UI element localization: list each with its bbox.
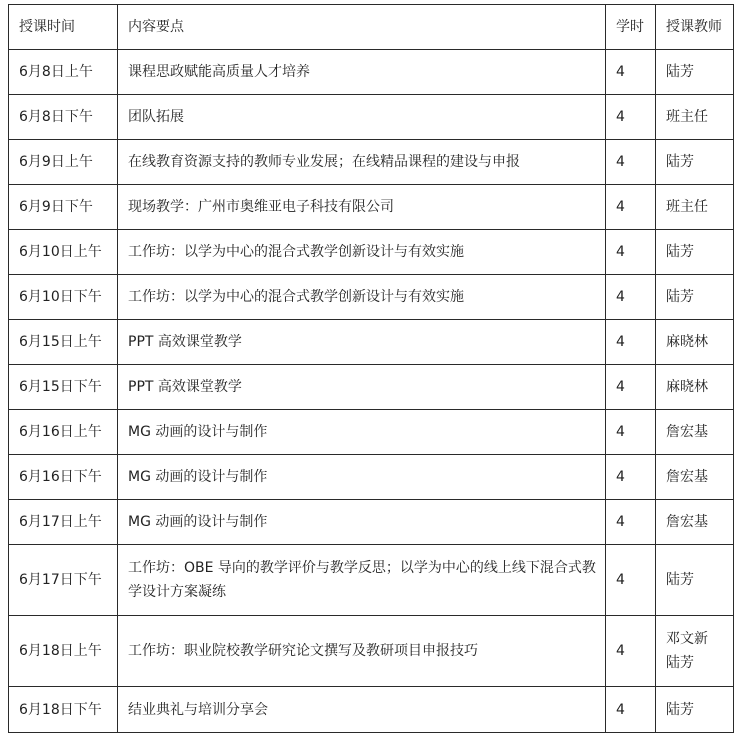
table-row (9, 185, 734, 230)
header-hours: 学时 (606, 5, 656, 50)
teacher-cell (656, 95, 734, 140)
teacher-cell (656, 275, 734, 320)
content-cell: 工作坊：以学为中心的混合式教学创新设计与有效实施 (118, 230, 606, 275)
teacher-name: 詹宏基 (666, 469, 708, 485)
teacher-name: 麻晓林 (666, 334, 708, 350)
hours-cell: 4 (606, 616, 656, 687)
teacher-cell (656, 455, 734, 500)
time-cell: 6月16日下午 (9, 455, 118, 500)
time-cell: 6月8日下午 (9, 95, 118, 140)
content-cell: PPT 高效课堂教学 (118, 320, 606, 365)
table-row (9, 616, 734, 687)
hours-cell: 4 (606, 230, 656, 275)
content-cell: 工作坊：OBE 导向的教学评价与教学反思；以学为中心的线上线下混合式教学设计方案凝练 (118, 545, 606, 616)
hours-cell: 4 (606, 410, 656, 455)
header-content: 内容要点 (118, 5, 606, 50)
header-teacher: 授课教师 (656, 5, 734, 50)
hours-cell: 4 (606, 275, 656, 320)
teacher-cell (656, 616, 734, 687)
content-cell: 工作坊：以学为中心的混合式教学创新设计与有效实施 (118, 275, 606, 320)
hours-cell: 4 (606, 140, 656, 185)
teacher-cell (656, 687, 734, 733)
teacher-cell (656, 140, 734, 185)
table-row (9, 95, 734, 140)
teacher-name: 陆芳 (666, 655, 694, 671)
time-cell: 6月10日下午 (9, 275, 118, 320)
content-cell: MG 动画的设计与制作 (118, 455, 606, 500)
teacher-cell (656, 410, 734, 455)
teacher-cell (656, 230, 734, 275)
teacher-name: 麻晓林 (666, 379, 708, 395)
hours-cell: 4 (606, 687, 656, 733)
table-row (9, 365, 734, 410)
teacher-name: 陆芳 (666, 154, 694, 170)
teacher-name: 邓文新 (666, 631, 708, 647)
teacher-cell (656, 320, 734, 365)
hours-cell: 4 (606, 50, 656, 95)
time-cell: 6月17日下午 (9, 545, 118, 616)
time-cell: 6月9日下午 (9, 185, 118, 230)
hours-cell: 4 (606, 320, 656, 365)
content-cell: MG 动画的设计与制作 (118, 410, 606, 455)
content-cell: 课程思政赋能高质量人才培养 (118, 50, 606, 95)
content-cell: 团队拓展 (118, 95, 606, 140)
content-cell: 结业典礼与培训分享会 (118, 687, 606, 733)
time-cell: 6月18日下午 (9, 687, 118, 733)
table-row (9, 230, 734, 275)
teacher-cell (656, 365, 734, 410)
time-cell: 6月10日上午 (9, 230, 118, 275)
table-row (9, 500, 734, 545)
hours-cell: 4 (606, 500, 656, 545)
teacher-name: 陆芳 (666, 572, 694, 588)
teacher-name: 詹宏基 (666, 514, 708, 530)
table-row (9, 410, 734, 455)
schedule-table (8, 4, 734, 733)
hours-cell: 4 (606, 185, 656, 230)
header-row (9, 5, 734, 50)
content-cell: 在线教育资源支持的教师专业发展；在线精品课程的建设与申报 (118, 140, 606, 185)
time-cell: 6月18日上午 (9, 616, 118, 687)
hours-cell: 4 (606, 545, 656, 616)
hours-cell: 4 (606, 455, 656, 500)
teacher-cell (656, 545, 734, 616)
table-row (9, 545, 734, 616)
teacher-name: 詹宏基 (666, 424, 708, 440)
content-cell: 现场教学：广州市奥维亚电子科技有限公司 (118, 185, 606, 230)
content-cell: MG 动画的设计与制作 (118, 500, 606, 545)
time-cell: 6月15日下午 (9, 365, 118, 410)
teacher-name: 陆芳 (666, 244, 694, 260)
table-row (9, 140, 734, 185)
time-cell: 6月17日上午 (9, 500, 118, 545)
time-cell: 6月8日上午 (9, 50, 118, 95)
hours-cell: 4 (606, 95, 656, 140)
teacher-name: 陆芳 (666, 64, 694, 80)
teacher-name: 陆芳 (666, 701, 694, 718)
teacher-cell (656, 50, 734, 95)
table-row (9, 50, 734, 95)
hours-cell: 4 (606, 365, 656, 410)
time-cell: 6月15日上午 (9, 320, 118, 365)
teacher-name: 班主任 (666, 199, 708, 215)
time-cell: 6月9日上午 (9, 140, 118, 185)
table-row (9, 687, 734, 733)
content-cell: 工作坊：职业院校教学研究论文撰写及教研项目申报技巧 (118, 616, 606, 687)
teacher-cell (656, 185, 734, 230)
teacher-name: 班主任 (666, 109, 708, 125)
table-row (9, 320, 734, 365)
teacher-cell (656, 500, 734, 545)
header-time: 授课时间 (9, 5, 118, 50)
content-cell: PPT 高效课堂教学 (118, 365, 606, 410)
time-cell: 6月16日上午 (9, 410, 118, 455)
table-row (9, 455, 734, 500)
table-row (9, 275, 734, 320)
teacher-name: 陆芳 (666, 289, 694, 305)
